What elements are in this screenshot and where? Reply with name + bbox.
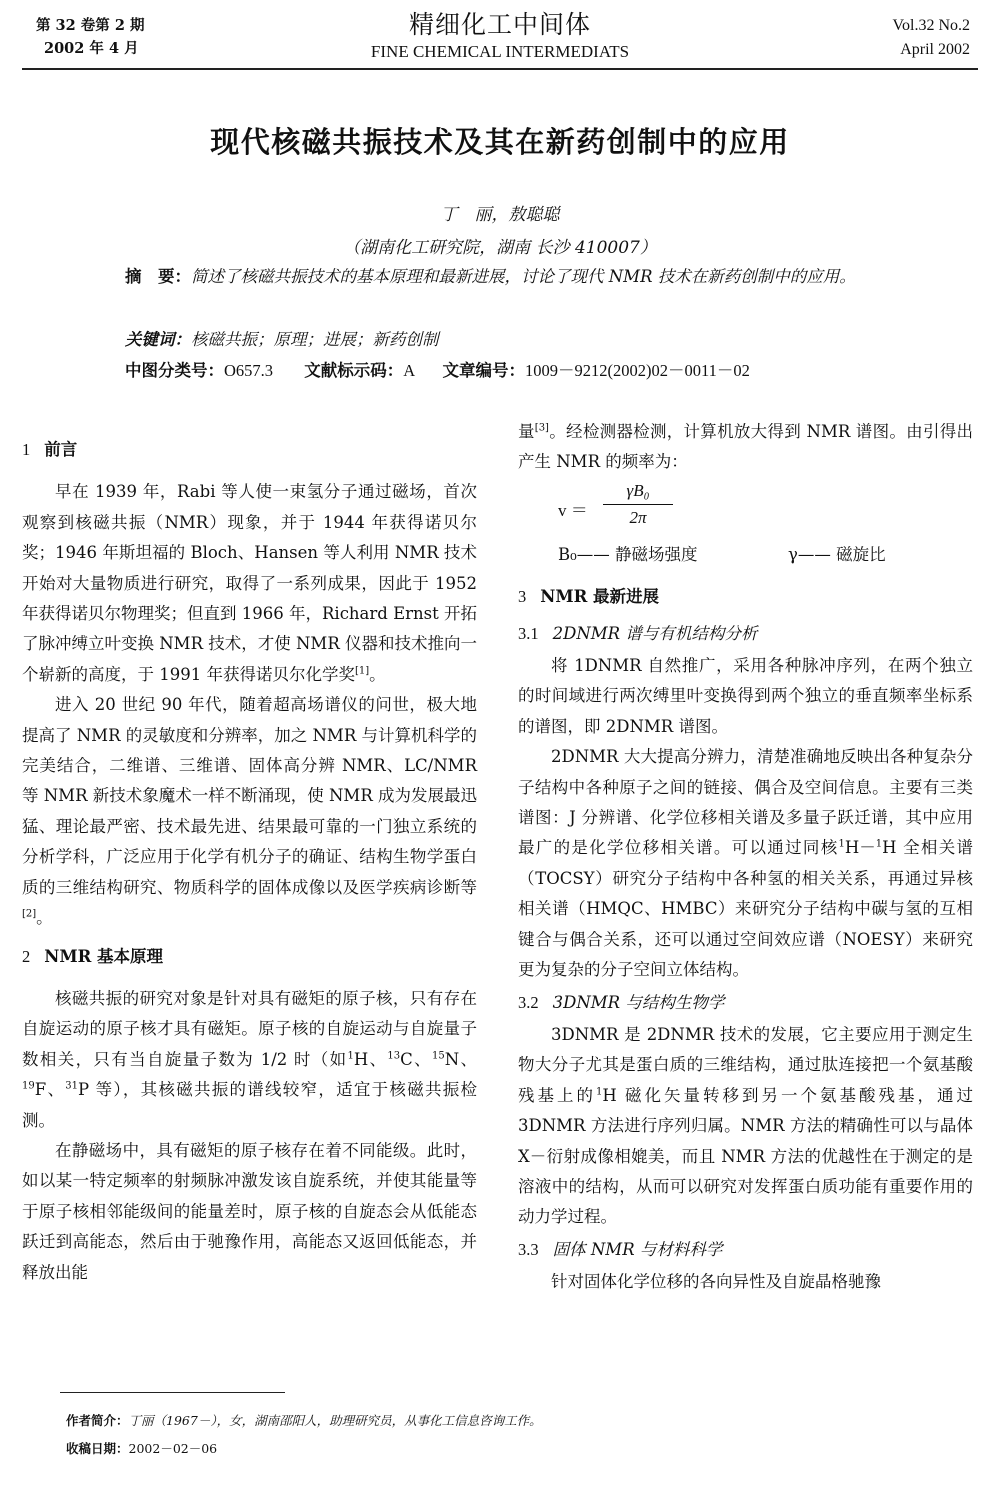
paragraph-text: 。 [369, 664, 386, 684]
element: C、 [400, 1049, 432, 1069]
element: F、 [34, 1080, 66, 1100]
mass-number: 15 [432, 1050, 445, 1062]
abstract-label: 摘 要： [125, 267, 191, 286]
section-title: 3DNMR 与结构生物学 [552, 992, 725, 1012]
section-title: 2DNMR 谱与有机结构分析 [552, 623, 758, 643]
received-date-footnote [66, 1438, 217, 1460]
section-number: 3.2 [518, 992, 539, 1012]
section-1-heading [22, 435, 477, 465]
doc-code-value: A [403, 361, 416, 380]
element: H、 [353, 1049, 388, 1069]
abstract-text: 简述了核磁共振技术的基本原理和最新进展，讨论了现代 NMR 技术在新药创制中的应用。 [191, 267, 856, 286]
mass-number: 1 [596, 1086, 603, 1098]
mass-number: 31 [65, 1080, 78, 1092]
formula-lhs: v ＝ [558, 500, 588, 520]
header-center [22, 10, 978, 64]
legend-b0: B₀—— 静磁场强度 [558, 544, 698, 564]
section-2-heading [22, 942, 477, 972]
keywords-text: 核磁共振；原理；进展；新药创制 [191, 330, 439, 349]
formula-numerator: γB₀ [603, 478, 673, 505]
paragraph-solid-nmr [518, 1267, 973, 1297]
paper-authors: 丁 丽，敖聪聪 [440, 205, 560, 225]
paper-title: 现代核磁共振技术及其在新药创制中的应用 [210, 125, 790, 159]
section-title: NMR 最新进展 [540, 587, 660, 607]
element: P 等 [77, 1080, 114, 1100]
mass-number: 19 [22, 1080, 35, 1092]
section-number: 1 [22, 440, 31, 459]
section-title: 前言 [44, 440, 78, 459]
left-column [22, 430, 477, 1288]
paragraph-text: 在静磁场中，具有磁矩的原子核存在着不同能级。此时，如以某一特定频率的射频脉冲激发该自旋系统，并使其能量等于原子核相邻能级间的能量差时，原子核的自旋态会从低能态跃迁到高能态，然后由于驰豫作用，高能态又返回低能态，并释放出能 [22, 1140, 477, 1282]
paragraph-principle-2 [22, 1136, 477, 1288]
paragraph-text: H 磁化矢量转移到另一个氨基酸残基，通过 3DNMR 方法进行序列归属。NMR 方法的精确性可以与晶体 X－衍射成像相媲美，而且 NMR 方法的优越性在于测定的是溶液中的结构，从而可以研究对发挥蛋白质功能有重要作用的动力学过程。 [518, 1085, 973, 1227]
footnote-divider [60, 1392, 285, 1393]
footnote-text: 丁丽（1967－），女，湖南邵阳人，助理研究员，从事化工信息咨询工作。 [128, 1413, 542, 1428]
paragraph-2dnmr-1 [518, 651, 973, 742]
paragraph-text: 2DNMR 大大提高分辨力，清楚准确地反映出各种复杂分子结构中各种原子之间的链接、偶合及空间信息。主要有三类谱图：J 分辨谱、化学位移相关谱及多量子跃迁谱，其中应用最广的是化学位移相关谱。可以通过同核 [518, 747, 973, 858]
paragraph-principle-3 [518, 417, 973, 478]
citation: [2] [22, 908, 37, 920]
section-3-1-heading [518, 619, 973, 649]
paragraph-text: 。 [36, 908, 53, 928]
volume-en: Vol.32 No.2 [892, 17, 970, 34]
section-number: 3.1 [518, 623, 539, 643]
section-number: 3 [518, 587, 527, 607]
journal-header [22, 6, 978, 70]
keywords-label: 关键词： [125, 330, 191, 349]
abstract [88, 262, 910, 292]
frequency-formula [558, 478, 973, 540]
paragraph-text: H－ [844, 838, 876, 858]
citation: [1] [354, 665, 370, 677]
footnote-label: 收稿日期： [66, 1441, 129, 1456]
header-right [893, 14, 971, 62]
paragraph-text: 量 [518, 422, 535, 441]
paragraph-text: ），其核磁共振的谱线较窄，适宜于核磁共振检测。 [22, 1080, 477, 1130]
mass-number: 13 [387, 1050, 401, 1062]
paragraph-text: 。经检测器检测，计算机放大得到 NMR 谱图。由引得出产生 NMR 的频率为： [518, 422, 974, 472]
journal-name-en: FINE CHEMICAL INTERMEDIATS [370, 42, 630, 61]
paragraph-text: 进入 20 世纪 90 年代，随着超高场谱仪的问世，极大地提高了 NMR 的灵敏度和分辨率，加之 NMR 与计算机科学的完美结合，二维谱、三维谱、固体高分辨 NMR、LC/NMR 等 NMR 新技术象魔术一样不断涌现，使 NMR 成为发展最迅猛、理论最严密、技术最先进、结果最可靠的一门独立系统的分析学科，广泛应用于化学有机分子的确证、结构生物学蛋白质的三维结构研究、物质科学的固体成像以及医学疾病诊断等 [22, 695, 477, 897]
clc-value: O657.3 [224, 361, 274, 380]
author-bio-footnote [66, 1410, 542, 1432]
mass-number: 1 [347, 1050, 354, 1062]
mass-number: 1 [838, 838, 845, 850]
footnote-label: 作者简介： [66, 1413, 129, 1428]
section-title: 固体 NMR 与材料科学 [552, 1239, 723, 1259]
article-no-value: 1009－9212(2002)02－0011－02 [524, 361, 750, 380]
formula-fraction [603, 478, 673, 531]
section-number: 3.3 [518, 1239, 539, 1259]
paragraph-text: 早在 1939 年，Rabi 等人使一束氢分子通过磁场，首次观察到核磁共振（NMR）现象，并于 1944 年获得诺贝尔奖；1946 年斯坦福的 Bloch、Hansen 等人利用 NMR 技术开始对大量物质进行研究，取得了一系列成果，因此于 1952 年获得诺贝尔物理奖；但直到 1966 年，Richard Ernst 开拓了脉冲缚立叶变换 NMR 技术，才使 NMR 仪器和技术推向一个崭新的高度，于 1991 年获得诺贝尔化学奖 [22, 482, 477, 684]
paragraph-text: 将 1DNMR 自然推广，采用各种脉冲序列，在两个独立的时间域进行两次缚里叶变换得到两个独立的垂直频率坐标系的谱图，即 2DNMR 谱图。 [518, 656, 973, 736]
paragraph-intro-1 [22, 477, 477, 690]
paper-affiliation: （湖南化工研究院，湖南 长沙 410007） [343, 238, 657, 258]
formula-legend [558, 540, 973, 570]
section-3-heading [518, 582, 973, 612]
paragraph-principle-1 [22, 984, 477, 1136]
paragraph-text: 针对固体化学位移的各向异性及自旋晶格驰豫 [551, 1272, 881, 1292]
classification-line [125, 356, 750, 386]
section-3-3-heading [518, 1235, 973, 1265]
section-title: NMR 基本原理 [44, 946, 164, 966]
date-en: April 2002 [900, 41, 970, 58]
citation: [3] [534, 422, 549, 434]
keywords [125, 325, 439, 355]
mass-number: 1 [875, 838, 883, 850]
legend-gamma: γ—— 磁旋比 [788, 544, 886, 564]
journal-name-cn: 精细化工中间体 [408, 10, 591, 39]
volume-cn: 第 32 卷第 2 期 [36, 17, 145, 34]
section-number: 2 [22, 946, 31, 966]
right-column [518, 417, 973, 1298]
paragraph-3dnmr [518, 1020, 973, 1233]
paragraph-text: 3DNMR 是 2DNMR 技术的发展，它主要应用于测定生物大分子尤其是蛋白质的三维结构，通过肽连接把一个氨基酸残基上的 [518, 1024, 973, 1105]
section-3-2-heading [518, 988, 973, 1018]
paragraph-text: H 全相关谱（TOCSY）研究分子结构中各种氢的相关关系，再通过异核相关谱（HMQC、HMBC）来研究分子结构中碳与氢的互相键合与偶合关系，还可以通过空间效应谱（NOESY）来研究更为复杂的分子空间立体结构。 [518, 838, 973, 980]
element: N、 [444, 1049, 478, 1069]
footnote-text: 2002－02－06 [128, 1441, 218, 1456]
article-no-label: 文章编号： [442, 361, 525, 380]
paragraph-text: 核磁共振的研究对象是针对具有磁矩的原子核，只有存在自旋运动的原子核才具有磁矩。原子核的自旋运动与自旋量子数相关，只有当自旋量子数为 1/2 时（如 [22, 988, 477, 1069]
clc-label: 中图分类号： [125, 361, 224, 380]
date-cn: 2002 年 4 月 [44, 40, 139, 57]
formula-denominator: 2π [629, 507, 647, 527]
paragraph-intro-2 [22, 690, 477, 933]
doc-code-label: 文献标示码： [304, 361, 404, 380]
paragraph-2dnmr-2 [518, 742, 973, 985]
